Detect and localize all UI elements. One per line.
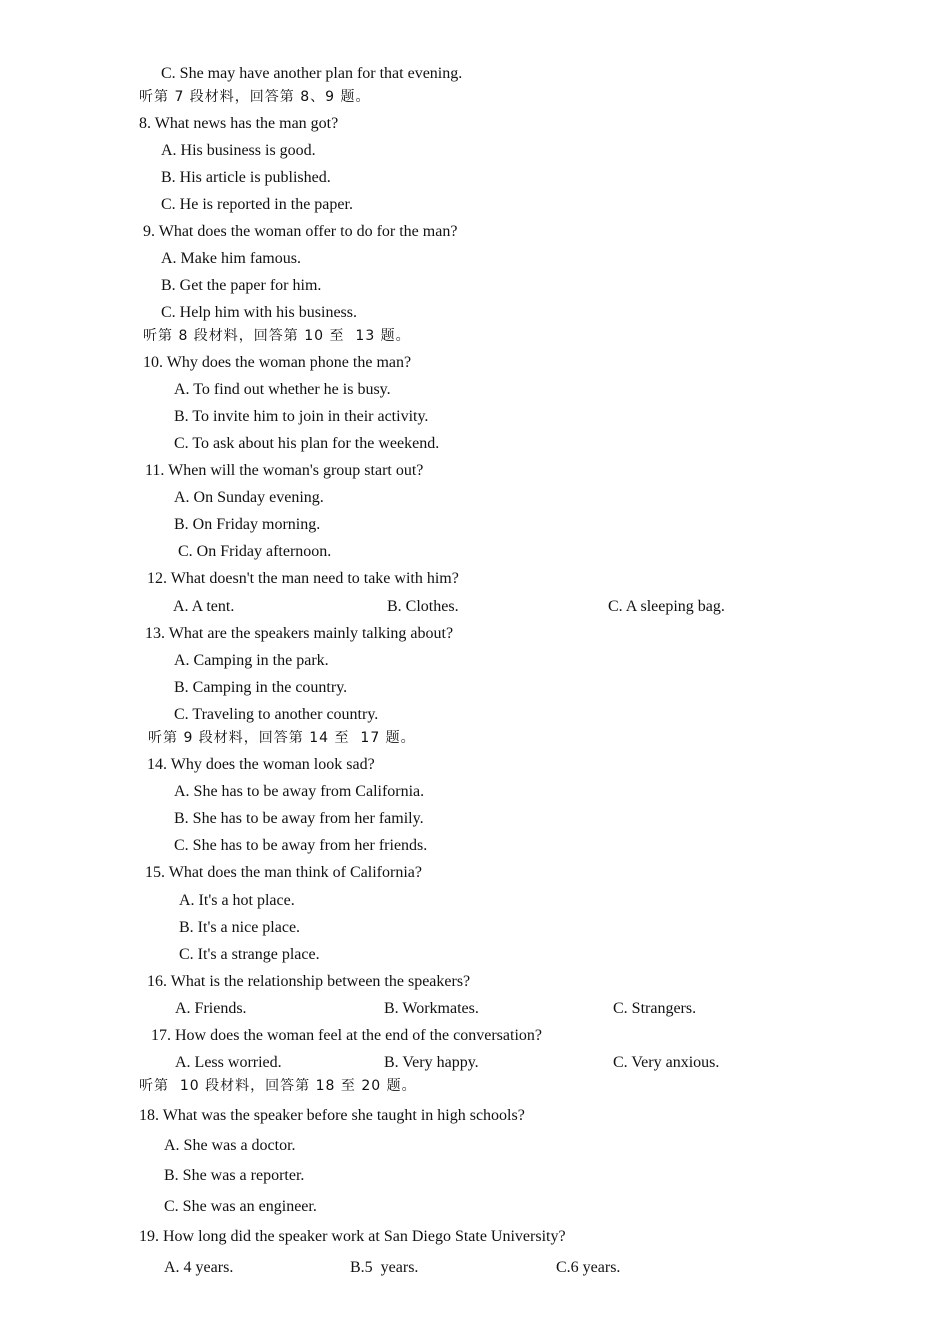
option-a: A. His business is good. bbox=[161, 142, 316, 159]
option-c: C. Traveling to another country. bbox=[174, 706, 379, 723]
section-heading: 听第 10 段材料，回答第 18 至 20 题。 bbox=[139, 1078, 417, 1094]
option-c: C. She was an engineer. bbox=[164, 1198, 317, 1215]
question-stem: 12. What doesn't the man need to take with him? bbox=[147, 570, 459, 587]
question-stem: 15. What does the man think of California? bbox=[145, 864, 422, 881]
option-b: B. Camping in the country. bbox=[174, 679, 348, 696]
question-stem: 10. Why does the woman phone the man? bbox=[143, 354, 412, 371]
option-c: C. She has to be away from her friends. bbox=[174, 837, 428, 854]
option-b: B. She was a reporter. bbox=[164, 1167, 305, 1184]
option-c: C. It's a strange place. bbox=[179, 946, 320, 963]
option-a: A. Less worried. bbox=[175, 1054, 282, 1071]
option-b: B. Get the paper for him. bbox=[161, 277, 322, 294]
option-a: A. On Sunday evening. bbox=[174, 489, 324, 506]
question-stem: 19. How long did the speaker work at San Diego State University? bbox=[139, 1228, 566, 1245]
option-c: C. Very anxious. bbox=[613, 1054, 720, 1071]
section-heading: 听第 7 段材料，回答第 8、9 题。 bbox=[139, 89, 371, 105]
question-stem: 11. When will the woman's group start out? bbox=[145, 462, 424, 479]
option-b: B. His article is published. bbox=[161, 169, 331, 186]
option-b: B. On Friday morning. bbox=[174, 516, 321, 533]
option-a: A. It's a hot place. bbox=[179, 892, 295, 909]
option-a: A. To find out whether he is busy. bbox=[174, 381, 391, 398]
option-a: A. Friends. bbox=[175, 1000, 247, 1017]
option-b: B. It's a nice place. bbox=[179, 919, 301, 936]
option-a: A. 4 years. bbox=[164, 1259, 234, 1276]
option-c: C. Help him with his business. bbox=[161, 304, 358, 321]
option-b: B. She has to be away from her family. bbox=[174, 810, 424, 827]
option-a: A. She was a doctor. bbox=[164, 1137, 296, 1154]
option-c: C. On Friday afternoon. bbox=[178, 543, 332, 560]
question-stem: 17. How does the woman feel at the end of the conversation? bbox=[151, 1027, 542, 1044]
option-b: B. Very happy. bbox=[384, 1054, 479, 1071]
question-stem: 9. What does the woman offer to do for the man? bbox=[143, 223, 458, 240]
option-a: A. Camping in the park. bbox=[174, 652, 329, 669]
option-a: A. A tent. bbox=[173, 598, 235, 615]
question-stem: 13. What are the speakers mainly talking about? bbox=[145, 625, 454, 642]
option-a: A. Make him famous. bbox=[161, 250, 301, 267]
option-c: C. She may have another plan for that evening. bbox=[161, 65, 463, 82]
option-b: B. Workmates. bbox=[384, 1000, 479, 1017]
section-heading: 听第 9 段材料，回答第 14 至 17 题。 bbox=[148, 730, 416, 746]
question-stem: 8. What news has the man got? bbox=[139, 115, 339, 132]
option-c: C. He is reported in the paper. bbox=[161, 196, 353, 213]
option-b: B. Clothes. bbox=[387, 598, 459, 615]
option-c: C.6 years. bbox=[556, 1259, 621, 1276]
question-stem: 16. What is the relationship between the speakers? bbox=[147, 973, 471, 990]
option-b: B. To invite him to join in their activity. bbox=[174, 408, 429, 425]
option-a: A. She has to be away from California. bbox=[174, 783, 425, 800]
option-b: B.5 years. bbox=[350, 1259, 419, 1276]
option-c: C. To ask about his plan for the weekend. bbox=[174, 435, 440, 452]
section-heading: 听第 8 段材料，回答第 10 至 13 题。 bbox=[143, 328, 411, 344]
question-stem: 14. Why does the woman look sad? bbox=[147, 756, 375, 773]
option-c: C. Strangers. bbox=[613, 1000, 697, 1017]
question-stem: 18. What was the speaker before she taught in high schools? bbox=[139, 1107, 525, 1124]
option-c: C. A sleeping bag. bbox=[608, 598, 725, 615]
